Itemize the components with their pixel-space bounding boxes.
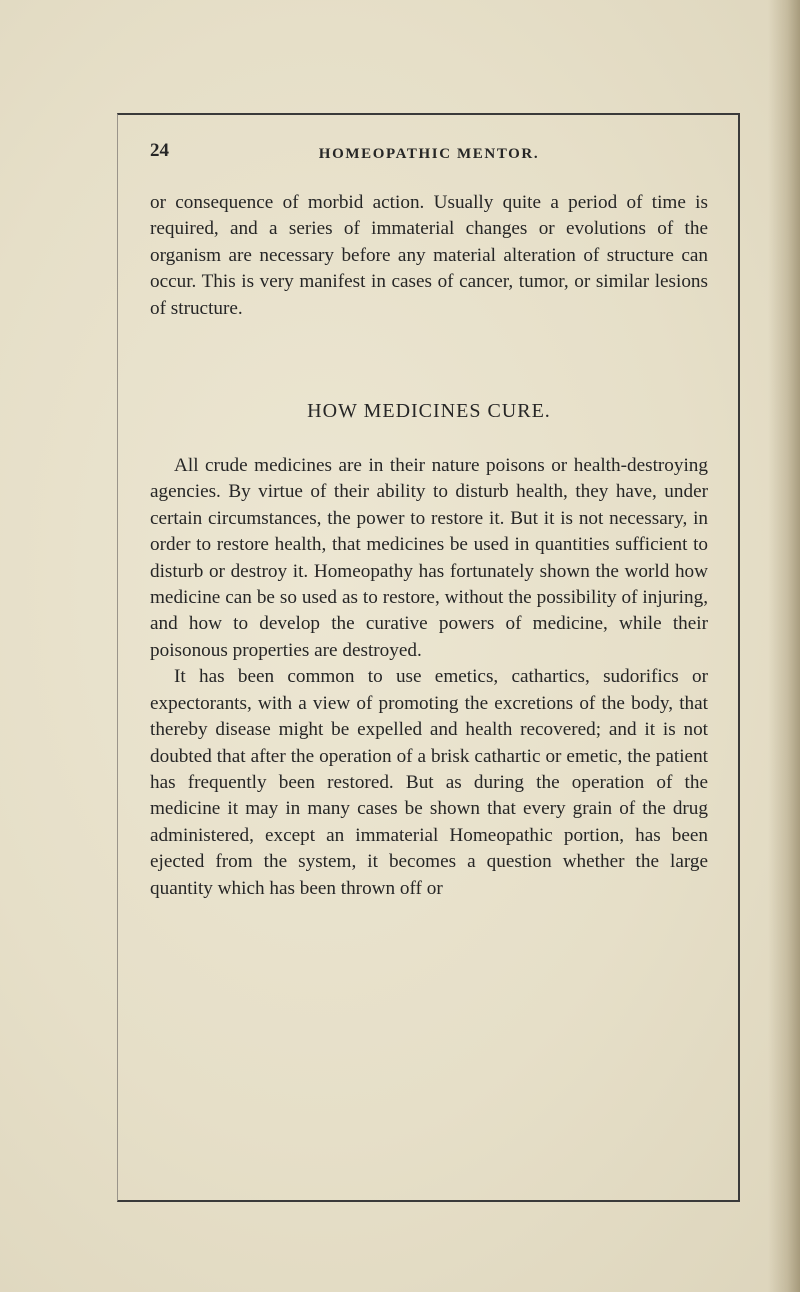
opening-paragraph: or consequence of morbid action. Usually quite a period of time is required, and a series of immaterial changes or evolutions of the organism are necessary before any material alteration of structure can occur. This is very manifest in cases of cancer, tumor, or similar lesions of structure. [150,192,708,319]
section-heading: HOW MEDICINES CURE. [307,400,551,423]
page-number: 24 [150,140,169,161]
running-head [150,140,708,174]
paragraph-emetics-cathartics: It has been common to use emetics, cathartics, sudorifics or expectorants, with a view of promoting the excretions of the body, that thereby disease might be expelled and health recovered; and it is not doubted that after the operation of a brisk cathartic or emetic, the patient has frequently been restored. But as during the operation of the medicine it may in many cases be shown that every grain of the drug administered, except an immaterial Homeopathic portion, has been ejected from the system, it becomes a question whether the large quantity which has been thrown off or [150,666,708,899]
running-title: HOMEOPATHIC MENTOR. [318,146,540,162]
page-content [150,140,708,902]
paragraph-medicines-poisons: All crude medicines are in their nature poisons or health-destroying agencies. By virtue of their ability to disturb health, they have, under certain circumstances, the power to restore it. But it is not necessary, in order to restore health, that medicines be used in quantities sufficient to disturb or destroy it. Homeopathy has fortunately shown the world how medicine can be so used as to restore, without the possibility of injuring, and how to develop the curative powers of medicine, while their poisonous properties are destroyed. [150,455,708,661]
page-edge-shadow [768,0,800,1292]
